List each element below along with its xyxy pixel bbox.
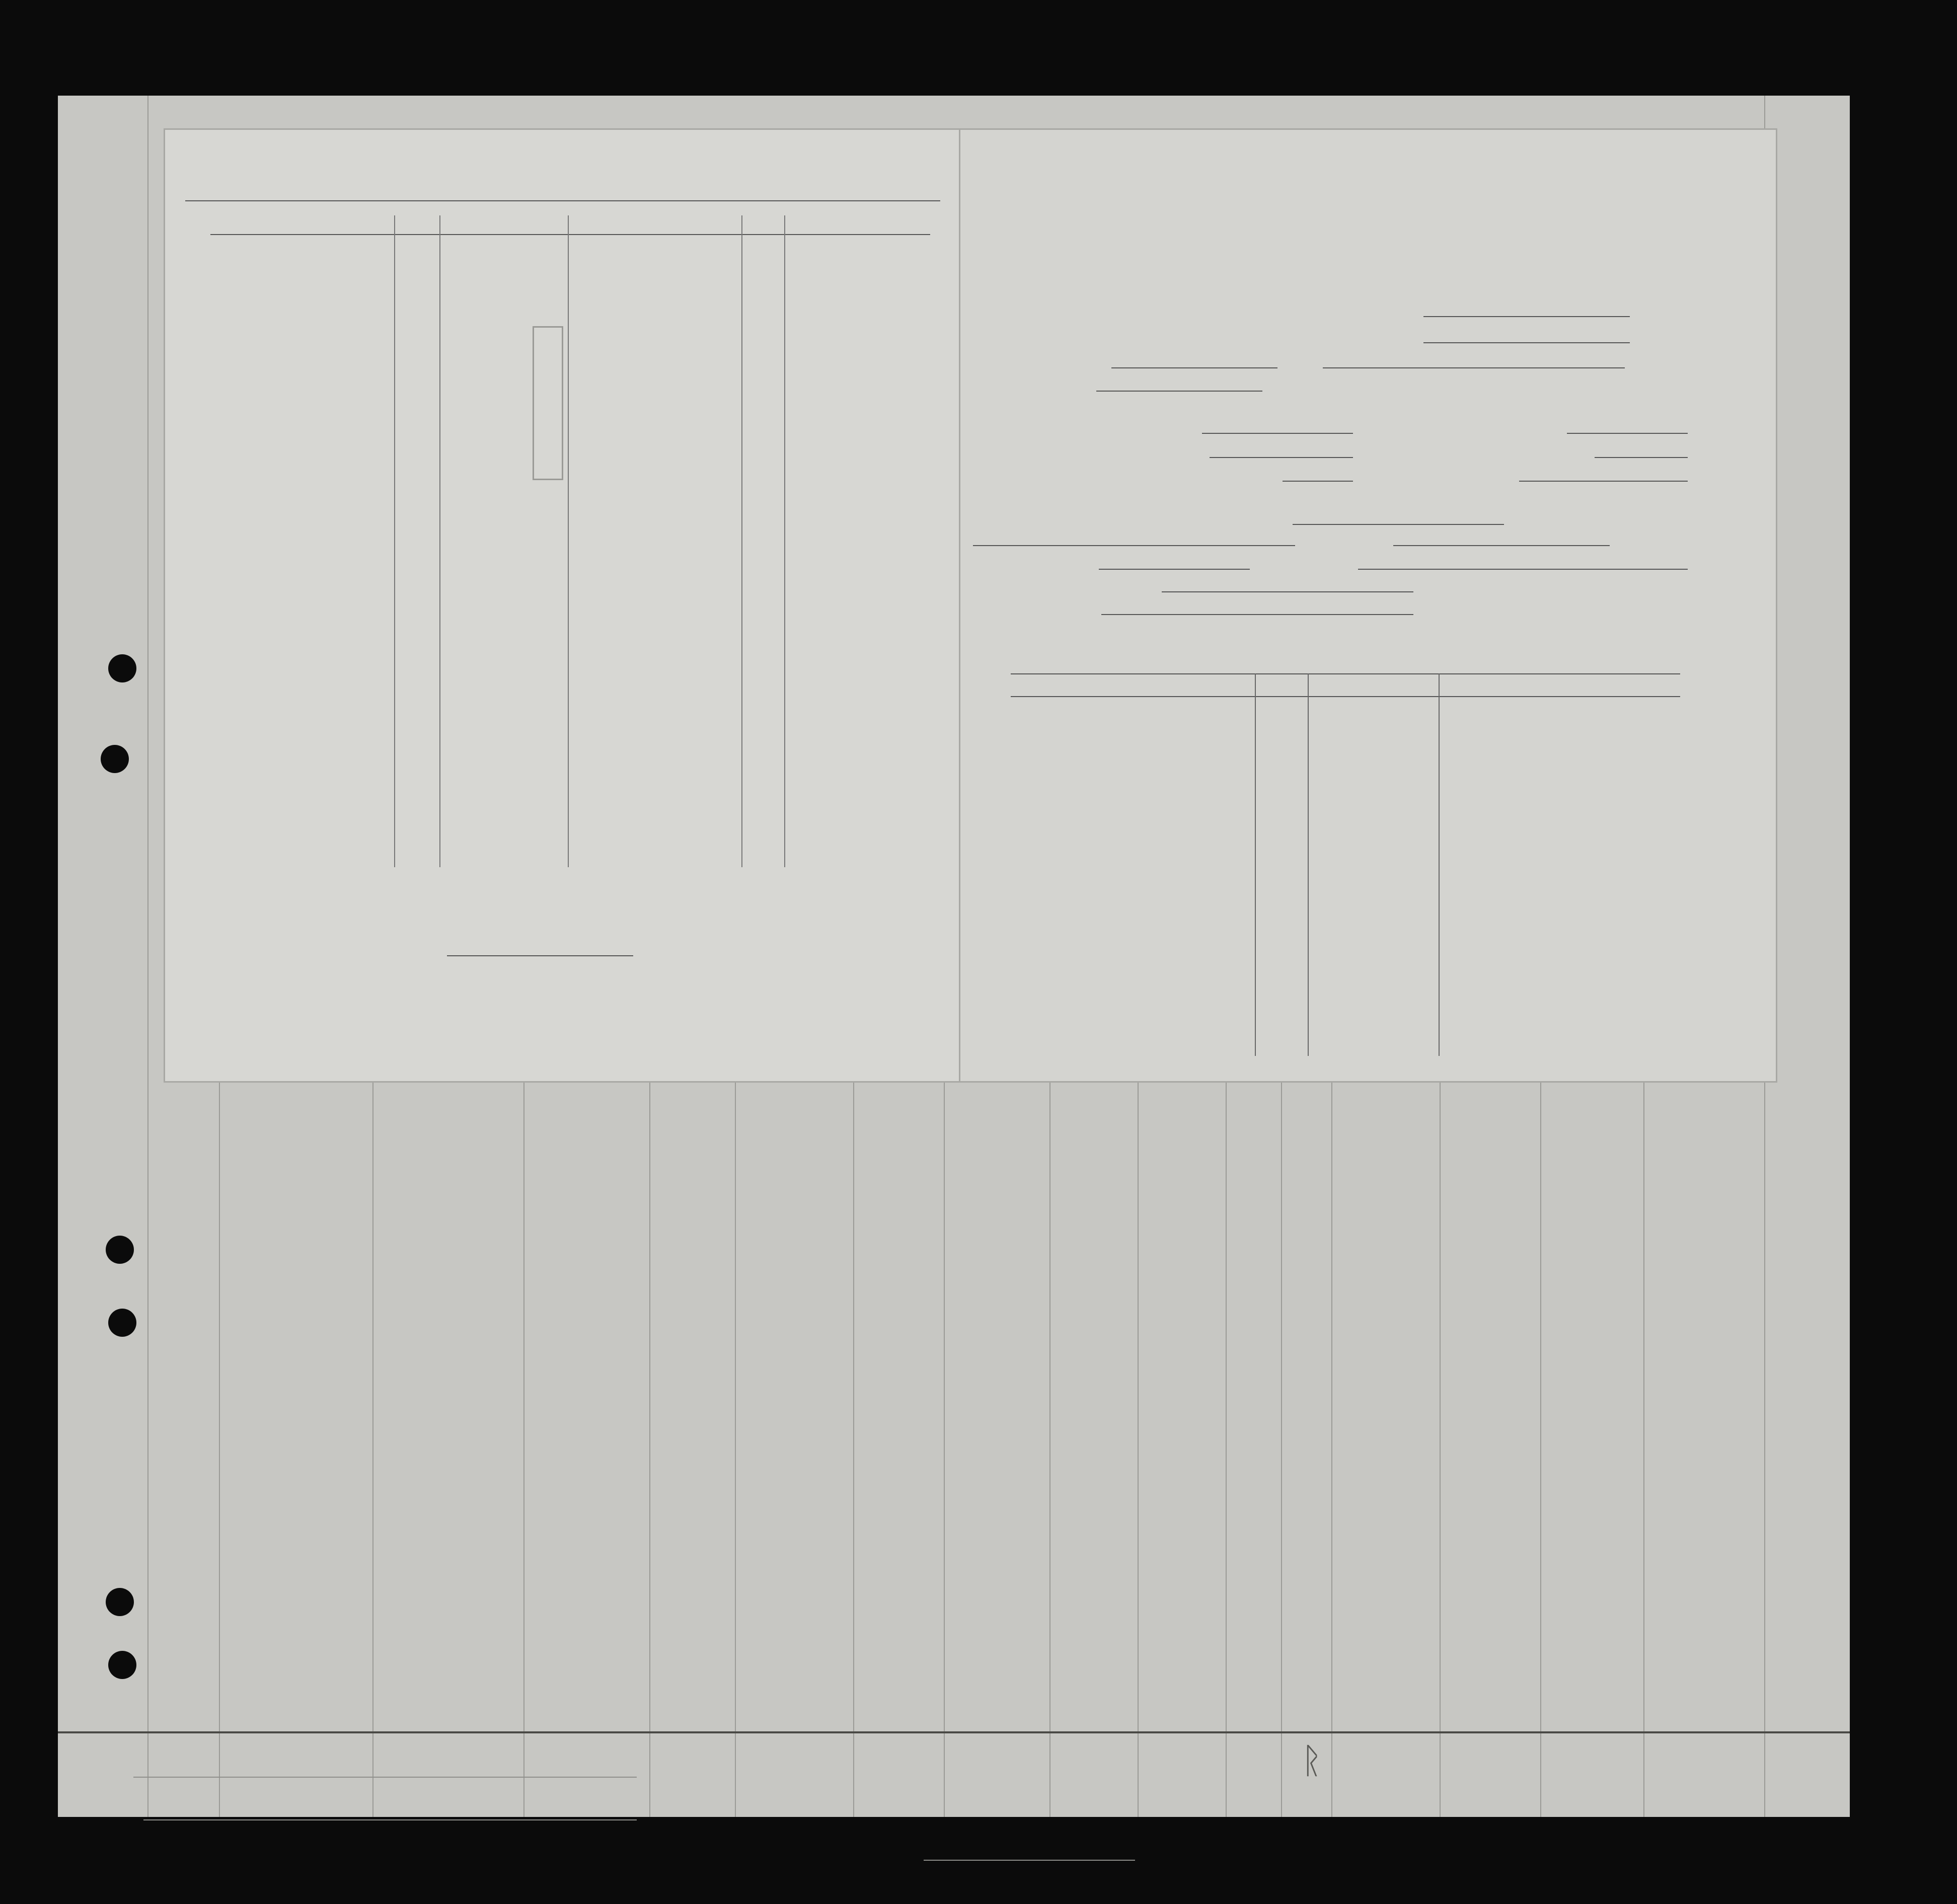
statement-page [959,128,1777,1083]
punch-hole [108,1309,136,1337]
inspector-mark: ᚱ [1301,1742,1322,1781]
punch-hole [108,1651,136,1679]
punch-hole [106,1236,134,1264]
alien-seamen-page [164,128,964,1083]
punch-hole [108,654,136,682]
desert-table-top [1011,673,1680,674]
punch-hole [101,745,129,773]
punch-hole [106,1588,134,1616]
received-stamp [533,326,563,480]
desert-table-header-rule [1011,696,1680,697]
